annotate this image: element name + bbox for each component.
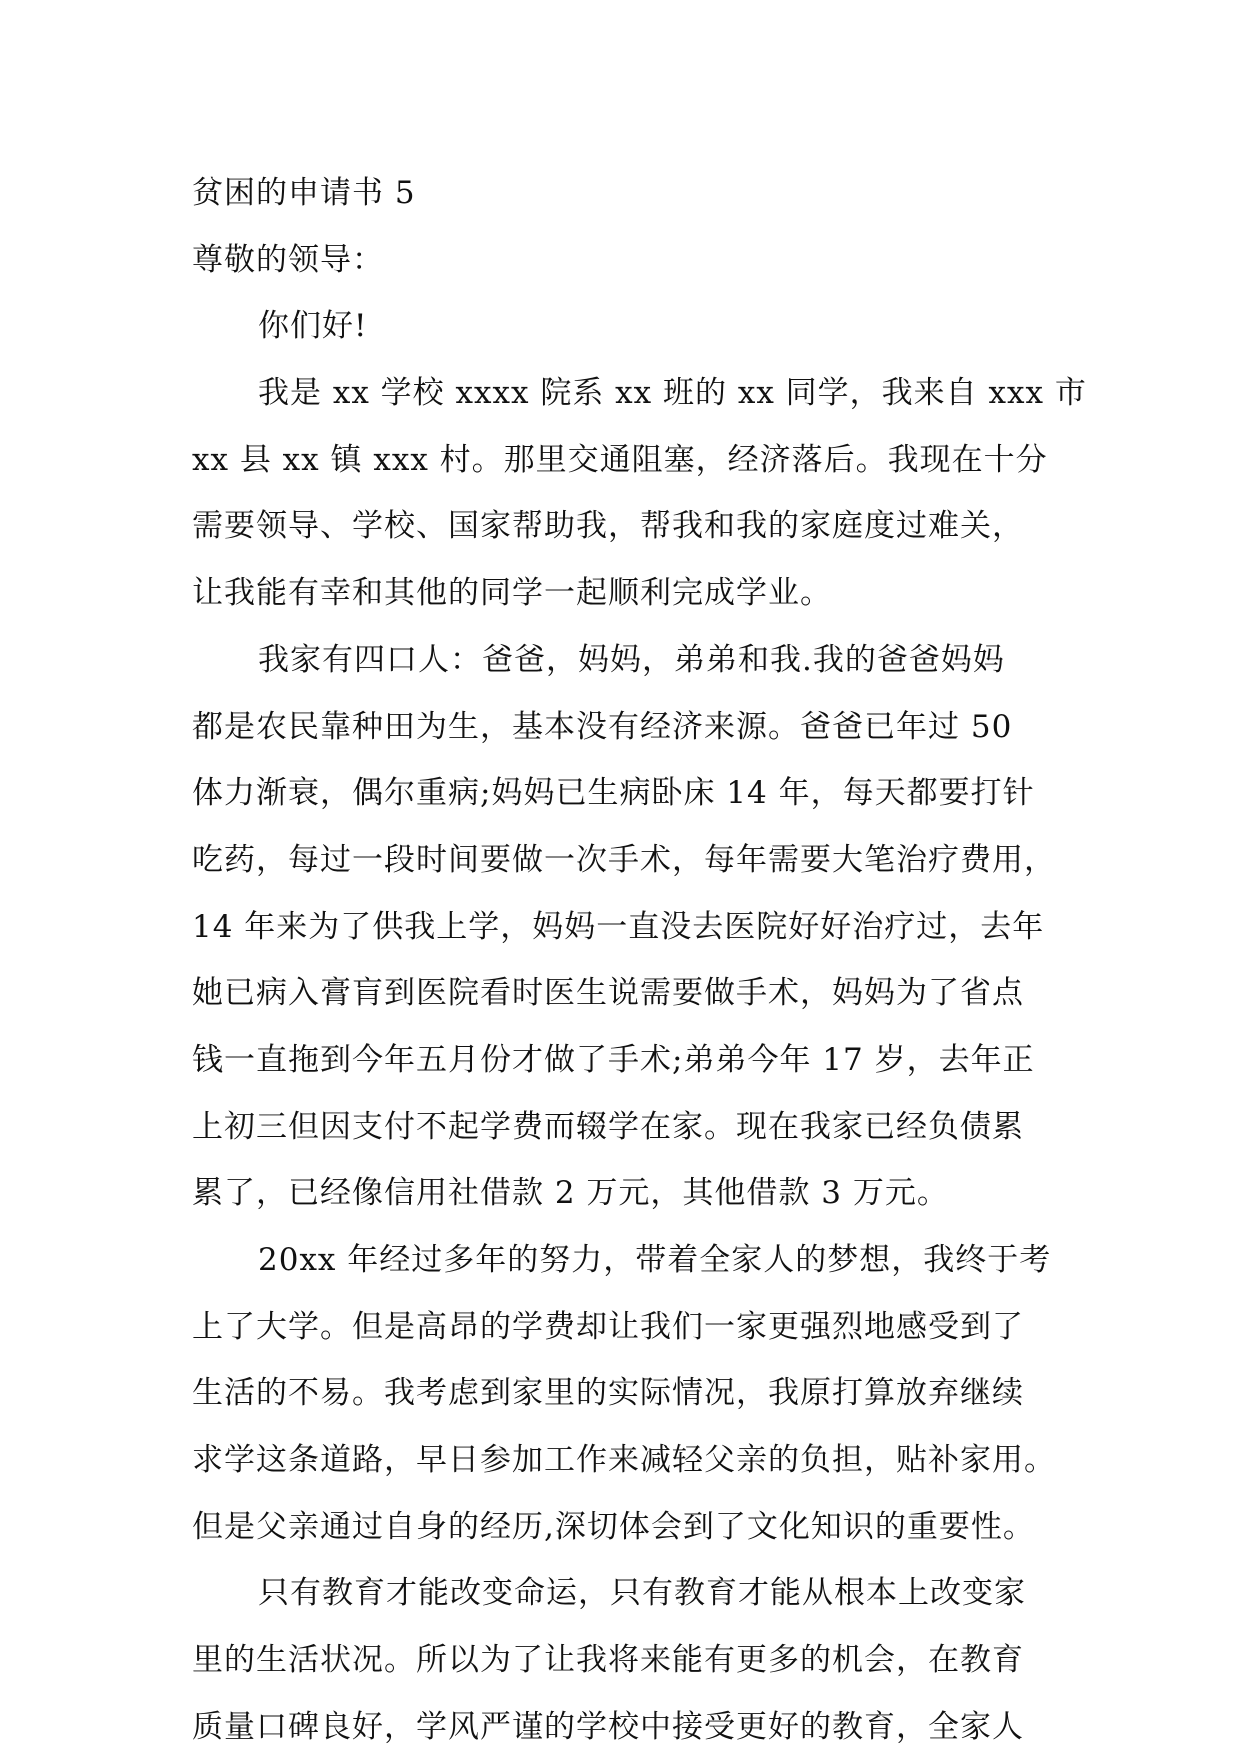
paragraph-line: 我是 xx 学校 xxxx 院系 xx 班的 xx 同学，我来自 xxx 市	[258, 375, 1087, 412]
paragraph-line: 里的生活状况。所以为了让我将来能有更多的机会，在教育	[192, 1642, 1024, 1679]
paragraph-line: 质量口碑良好，学风严谨的学校中接受更好的教育，全家人	[192, 1708, 1024, 1745]
document-body	[192, 160, 1087, 1761]
paragraph-line: 让我能有幸和其他的同学一起顺利完成学业。	[192, 575, 832, 612]
paragraph-line: 需要领导、学校、国家帮助我，帮我和我的家庭度过难关，	[192, 508, 1024, 545]
paragraph-line: 累了，已经像信用社借款 2 万元，其他借款 3 万元。	[192, 1175, 949, 1212]
paragraph-line: 我家有四口人：爸爸，妈妈，弟弟和我.我的爸爸妈妈	[258, 641, 1005, 678]
paragraph-line: 体力渐衰，偶尔重病;妈妈已生病卧床 14 年，每天都要打针	[192, 775, 1035, 812]
salutation: 尊敬的领导：	[192, 241, 384, 278]
paragraph-line: 生活的不易。我考虑到家里的实际情况，我原打算放弃继续	[192, 1375, 1024, 1412]
paragraph-4	[192, 1560, 1057, 1760]
greeting: 你们好!	[258, 308, 368, 345]
paragraph-3	[192, 1227, 1057, 1560]
paragraph-line: 都是农民靠种田为生，基本没有经济来源。爸爸已年过 50	[192, 708, 1013, 745]
paragraph-line: 20xx 年经过多年的努力，带着全家人的梦想，我终于考	[258, 1242, 1052, 1278]
paragraph-line: 吃药，每过一段时间要做一次手术，每年需要大笔治疗费用，	[192, 841, 1056, 878]
paragraph-line: 求学这条道路，早日参加工作来减轻父亲的负担，贴补家用。	[192, 1442, 1056, 1479]
paragraph-line: 但是父亲通过自身的经历,深切体会到了文化知识的重要性。	[192, 1508, 1035, 1545]
paragraph-2	[192, 627, 1057, 1227]
paragraph-line: 上了大学。但是高昂的学费却让我们一家更强烈地感受到了	[192, 1308, 1024, 1345]
paragraph-line: xx 县 xx 镇 xxx 村。那里交通阻塞，经济落后。我现在十分	[192, 441, 1048, 478]
paragraph-line: 只有教育才能改变命运，只有教育才能从根本上改变家	[258, 1575, 1026, 1612]
paragraph-line: 钱一直拖到今年五月份才做了手术;弟弟今年 17 岁，去年正	[192, 1041, 1035, 1078]
document-title: 贫困的申请书 5	[192, 175, 416, 211]
paragraph-line: 14 年来为了供我上学，妈妈一直没去医院好好治疗过，去年	[192, 908, 1045, 945]
paragraph-line: 她已病入膏肓到医院看时医生说需要做手术，妈妈为了省点	[192, 975, 1024, 1012]
greeting-paragraph	[192, 293, 1057, 360]
paragraph-1	[192, 360, 1087, 627]
paragraph-line: 上初三但因支付不起学费而辍学在家。现在我家已经负债累	[192, 1108, 1024, 1145]
